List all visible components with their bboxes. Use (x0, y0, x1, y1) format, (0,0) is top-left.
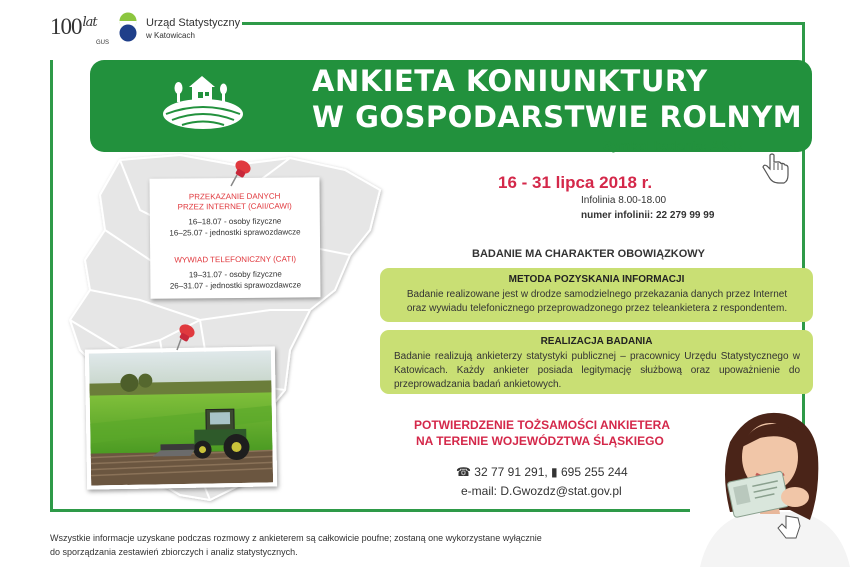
confirmation-line-2: NA TERENIE WOJEWÓDZTWA ŚLĄSKIEGO (416, 434, 664, 448)
gus-label: GUS (96, 40, 110, 46)
survey-symbol (603, 138, 743, 153)
anniversary-suffix: lat (82, 15, 97, 30)
survey-dates: 16 - 31 lipca 2018 r. (498, 173, 653, 192)
survey-symbol-link[interactable]: AK-R (710, 138, 743, 153)
method-text-line2: oraz wywiadu telefonicznego przeprowadzonego przez teleankietera z respondentem. (406, 303, 788, 314)
office-subtitle: w Katowicach (146, 31, 195, 40)
method-text (394, 288, 800, 316)
frame-line-left (50, 60, 53, 512)
phone-row-2: 26–31.07 - jednostki sprawozdawcze (169, 280, 302, 291)
internet-heading-line1: PRZEKAZANIE DANYCH (188, 191, 281, 202)
farm-icon (158, 72, 248, 132)
pushpin-icon (228, 158, 254, 188)
footer-line-2: do sporządzania zestawień zbiorczych i analiz statystycznych. (50, 547, 298, 557)
phone-interview-heading: WYWIAD TELEFONICZNY (CATI) (174, 254, 297, 265)
title-line-1: ANKIETA KONIUNKTURY (312, 64, 708, 98)
confidentiality-footer (50, 531, 610, 559)
method-box (380, 268, 813, 322)
method-text-line1: Badanie realizowane jest w drodze samodzielnego przekazania danych przez Internet (406, 289, 788, 300)
statistics-office-logo-icon (116, 12, 140, 42)
anniversary-number: 100 (50, 14, 82, 39)
anniversary-logo (50, 14, 110, 46)
tractor-photo (85, 346, 277, 489)
survey-symbol-label: Symbol badania: (603, 138, 708, 153)
office-name: Urząd Statystyczny (146, 17, 241, 29)
contact-email[interactable]: e-mail: D.Gwozdz@stat.gov.pl (461, 484, 622, 498)
footer-line-1: Wszystkie informacje uzyskane podczas rozmowy z ankieterem są całkowicie poufne; zostaną one wykorzystane wyłącznie (50, 533, 542, 543)
contact-phones (456, 465, 628, 479)
internet-row-1: 16–18.07 - osoby fizyczne (188, 216, 282, 227)
title-line-2: W GOSPODARSTWIE ROLNYM (312, 100, 803, 134)
method-heading: METODA POZYSKANIA INFORMACJI (508, 274, 685, 285)
schedule-card (149, 177, 320, 298)
internet-heading (150, 191, 320, 212)
hotline-hours: Infolinia 8.00-18.00 (581, 195, 667, 206)
mobile-phone-icon: ▮ (551, 465, 558, 479)
tractor-field-image (89, 350, 273, 485)
confirmation-line-1: POTWIERDZENIE TOŻSAMOŚCI ANKIETERA (414, 418, 671, 432)
pushpin-icon (172, 322, 198, 352)
hotline-number: numer infolinii: 22 279 99 99 (581, 210, 715, 221)
mobile-number[interactable]: 695 255 244 (561, 465, 628, 479)
frame-line-top (242, 22, 805, 25)
pointing-hand-icon (760, 153, 790, 185)
phone-schedule (150, 268, 320, 291)
obligatory-notice: BADANIE MA CHARAKTER OBOWIĄZKOWY (472, 248, 706, 260)
internet-schedule (150, 215, 320, 238)
realization-box (380, 330, 813, 394)
phone-icon: ☎ (456, 465, 471, 479)
phone-row-1: 19–31.07 - osoby fizyczne (188, 269, 282, 280)
internet-heading-line2: PRZEZ INTERNET (CAII/CAWI) (177, 201, 292, 212)
internet-row-2: 16–25.07 - jednostki sprawozdawcze (169, 227, 301, 238)
phone-number[interactable]: 32 77 91 291, (474, 465, 548, 479)
realization-text: Badanie realizują ankieterzy statystyki publicznej – pracownicy Urzędu Statystycznego w Katowicach. Każdy ankieter posiada legitymację służbową oraz upoważnienie do przeprowadzania badań ankietowych. (394, 351, 800, 390)
realization-heading: REALIZACJA BADANIA (540, 336, 653, 347)
interviewer-photo (690, 402, 850, 567)
